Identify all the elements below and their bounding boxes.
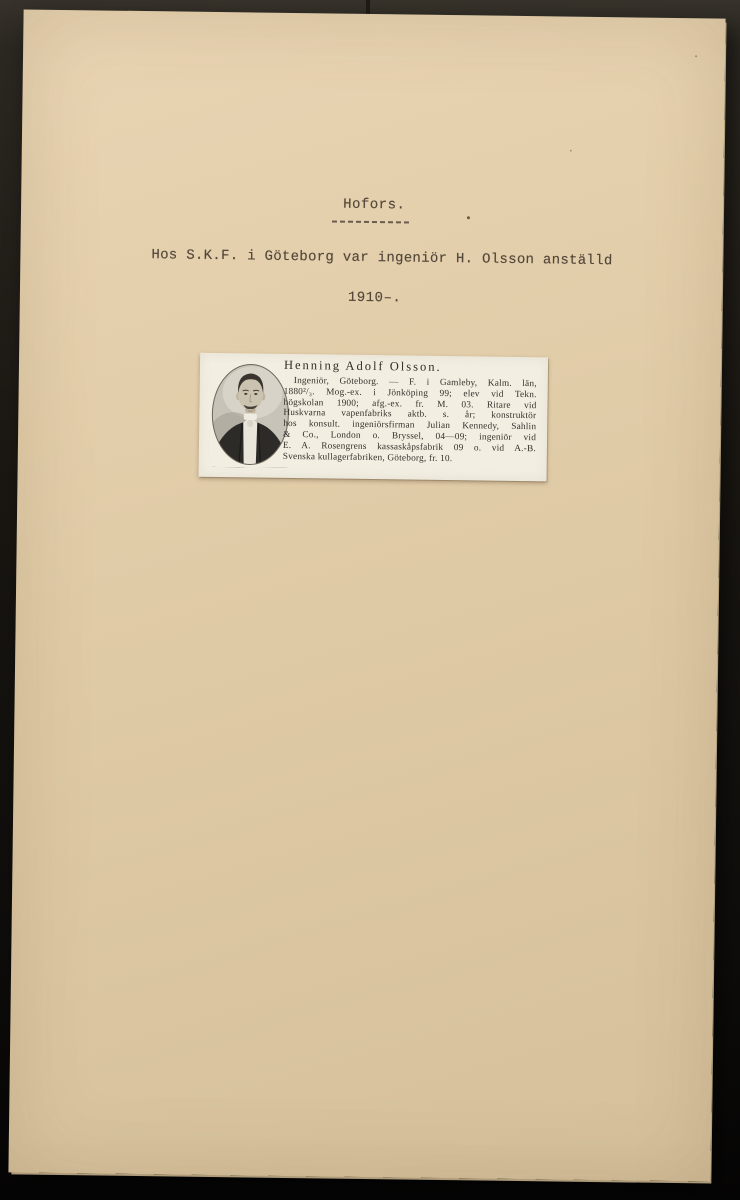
clipping-body-line: & Co., London o. Bryssel, 04—09; ingeniör vid <box>283 429 537 444</box>
clipping-body-line: högskolan 1900; afg.-ex. fr. M. 03. Ritare vid <box>283 397 537 411</box>
clipping-body-line: E. A. Rosengrens kassaskåpsfabrik 09 o. vid A.-B. <box>282 440 536 454</box>
clipping-text-block <box>283 358 537 466</box>
clipping-body-line: hos konsult. ingeniörsfirman Julian Kennedy, Sahlin <box>283 419 537 433</box>
document-page <box>8 9 725 1181</box>
paper-speck <box>570 150 572 152</box>
clipping-heading: Henning Adolf Olsson. <box>283 357 442 374</box>
typed-employment-line: Hos S.K.F. i Göteborg var ingeniör H. Olsson anställd <box>151 247 613 270</box>
news-clipping <box>199 353 549 482</box>
typed-title: Hofors. <box>343 196 406 214</box>
clipping-body-line: Huskvarna vapenfabriks aktb. s. år; konstruktör <box>283 408 537 422</box>
paper-speck <box>695 55 697 57</box>
clipping-body-line: Ingeniör, Göteborg. — F. i Gamleby, Kalm. län, <box>293 376 537 390</box>
clipping-body-line: Svenska kullagerfabriken, Göteborg, fr. 10. <box>282 451 453 464</box>
paper-speck <box>467 216 470 219</box>
portrait-photo <box>209 362 292 468</box>
typed-year-line: 1910–. <box>347 289 402 307</box>
typed-title-underline <box>332 221 412 224</box>
clipping-body-line: 1880²/₃. Mog.-ex. i Jönköping 99; elev vid Tekn. <box>283 386 537 400</box>
